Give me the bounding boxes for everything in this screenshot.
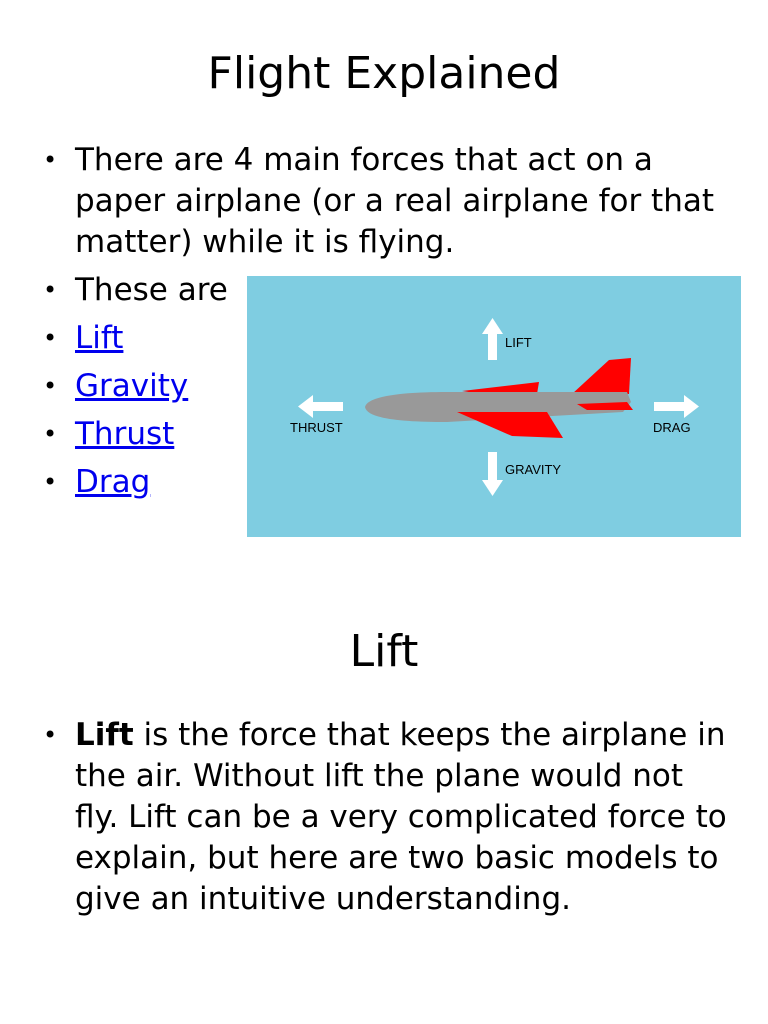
lift-arrow-icon [482, 318, 503, 360]
bullet-dot-icon: • [43, 721, 58, 749]
gravity-link[interactable]: Gravity [75, 368, 189, 404]
lift-description: is the force that keeps the airplane in the air. Without lift the plane would not fly. Lift can be a very complicated force to explain, but here are two basic models to give an intuitive understanding. [75, 717, 727, 917]
these-are-text: These are [75, 272, 228, 308]
drag-label: DRAG [653, 420, 691, 435]
gravity-label: GRAVITY [505, 462, 562, 477]
gravity-arrow-icon [482, 452, 503, 496]
airplane-icon [365, 358, 633, 438]
lift-bold-term: Lift [75, 717, 134, 753]
bullet-dot-icon: • [43, 420, 58, 448]
bullet-dot-icon: • [43, 372, 58, 400]
bullet-dot-icon: • [43, 146, 58, 174]
lift-label: LIFT [505, 335, 532, 350]
intro-text: There are 4 main forces that act on a paper airplane (or a real airplane for that matter) while it is flying. [75, 142, 714, 260]
forces-diagram [247, 276, 741, 537]
thrust-label: THRUST [290, 420, 343, 435]
lift-bullet-list [0, 715, 768, 920]
drag-arrow-icon [654, 395, 699, 418]
section-title: Lift [349, 626, 419, 677]
slide-title: Flight Explained [207, 48, 561, 99]
lift-link[interactable]: Lift [75, 320, 124, 356]
bullet-dot-icon: • [43, 324, 58, 352]
list-item [0, 140, 768, 263]
thrust-link[interactable]: Thrust [75, 416, 175, 452]
list-item [0, 715, 768, 920]
bullet-dot-icon: • [43, 468, 58, 496]
airplane-forces-svg [247, 276, 741, 537]
drag-link[interactable]: Drag [75, 464, 151, 500]
thrust-arrow-icon [298, 395, 343, 418]
bullet-dot-icon: • [43, 276, 58, 304]
